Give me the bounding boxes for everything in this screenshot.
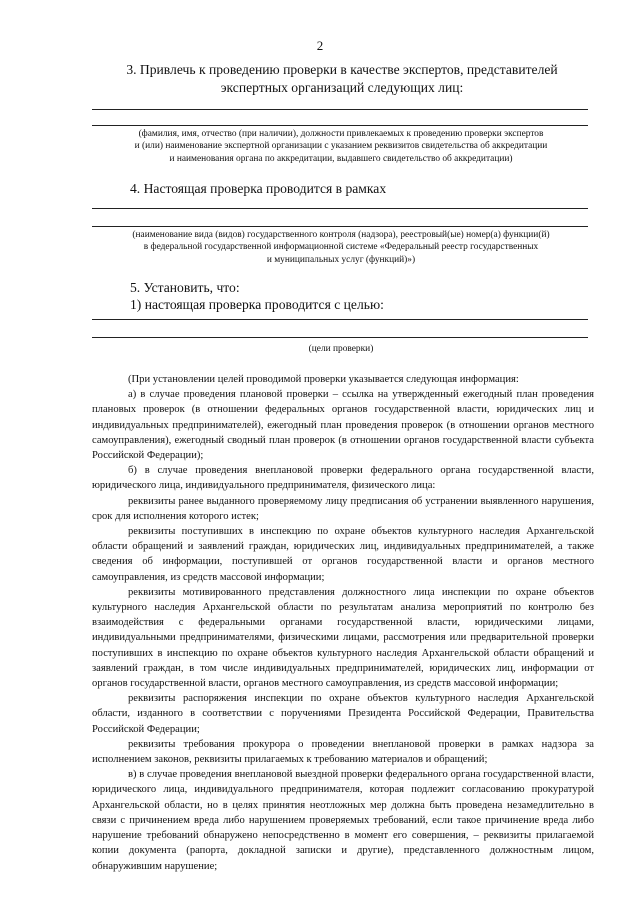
section-3-fill-line-2 (92, 125, 588, 126)
section-3-heading-line1: 3. Привлечь к проведению проверки в качестве экспертов, представителей (126, 62, 558, 77)
page-number: 2 (316, 38, 324, 53)
section-3-fill-line-1 (92, 109, 588, 110)
section-4-caption-line: в федеральной государственной информационной системе «Федеральный реестр государственных (143, 242, 539, 253)
section-5-subheading: 1) настоящая проверка проводится с целью: (130, 297, 384, 312)
purpose-instructions-body (92, 372, 594, 874)
section-3-caption-line: и наименования органа по аккредитации, выдавшего свидетельство об аккредитации) (169, 153, 513, 164)
body-paragraph: а) в случае проведения плановой проверки – ссылка на утвержденный ежегодный план проведения плановых проверок (в отношении федеральных органов государственной власти, юридических лиц и индивидуальных предпринимателей), ежегодный план проведения проверок (в отношении органов местного самоуправления), ежегодный сводный план проверок (в отношении органов государственной власти субъекта Российской Федерации); (92, 389, 594, 462)
section-3-heading-line2: экспертных организаций следующих лиц: (220, 80, 464, 95)
body-paragraph: реквизиты распоряжения инспекции по охране объектов культурного наследия Архангельской области, изданного в соответствии с поручениями Президента Российской Федерации, Правительства Российской Федерации; (92, 693, 594, 735)
body-paragraph: реквизиты ранее выданного проверяемому лицу предписания об устранении выявленного нарушения, срок для исполнения которого истек; (92, 495, 594, 522)
section-4-caption-line: (наименование вида (видов) государственного контроля (надзора), реестровый(ые) номер(а) функции(й) (132, 230, 550, 240)
body-paragraph: реквизиты мотивированного представления должностного лица инспекции по охране объектов культурного наследия Архангельской области по результатам анализа мероприятий по контролю без взаимодействия с федеральными органами государственной власти, юридическими лицами, индивидуальными предпринимателями, физическими лицами, рассмотрения или предварительной проверки поступивших в инспекцию по охране объектов культурного наследия Архангельской области обращений и заявлений граждан, в том числе индивидуальных предпринимателей, юридических лиц, информации от органов государственной власти, органов местного самоуправления, из средств массовой информации; (92, 586, 594, 690)
section-3-caption-line: (фамилия, имя, отчество (при наличии), должности привлекаемых к проведению проверки экспертов (138, 129, 544, 139)
section-4-caption (96, 229, 586, 266)
body-paragraph: в) в случае проведения внеплановой выездной проверки федерального органа государственной власти, юридического лица, индивидуального предпринимателя, которая подлежит согласованию прокуратурой Архангельской области, но в целях принятия неотложных мер должна быть проведена незамедлительно в связи с причинением вреда либо нарушением проверяемых требований, если такое причинение вреда либо нарушение требований обнаружено непосредственно в момент его совершения, – реквизиты прилагаемой копии документа (рапорта, докладной записки и другие), представленного должностным лицом, обнаружившим нарушение; (92, 769, 594, 872)
body-paragraph: б) в случае проведения внеплановой проверки федерального органа государственной власти, юридического лица, индивидуального предпринимателя, физического лица: (92, 465, 594, 492)
section-5-fill-line-1 (92, 319, 588, 320)
section-5-caption: (цели проверки) (308, 344, 374, 354)
section-4-fill-line-2 (92, 226, 588, 227)
section-5-heading: 5. Установить, что: (130, 280, 240, 295)
body-paragraph: реквизиты поступивших в инспекцию по охране объектов культурного наследия Архангельской области обращений и заявлений граждан, юридических лиц, индивидуальных предпринимателей, а также сведения об информации, поступившей от органов государственной власти и органов местного самоуправления, из средств массовой информации; (92, 526, 594, 583)
body-paragraph: (При установлении целей проводимой проверки указывается следующая информация: (128, 374, 519, 385)
body-paragraph: реквизиты требования прокурора о проведении внеплановой проверки в рамках надзора за исполнением законов, реквизиты прилагаемых к требованию материалов и обращений; (92, 738, 594, 766)
section-4-fill-line-1 (92, 208, 588, 209)
section-5-fill-line-2 (92, 337, 588, 338)
section-3-caption (96, 128, 586, 165)
section-3-caption-line: и (или) наименование экспертной организации с указанием реквизитов свидетельства об аккредитации (134, 141, 548, 152)
section-4-caption-line: и муниципальных услуг (функций)») (266, 254, 416, 265)
section-4-heading: 4. Настоящая проверка проводится в рамках (130, 181, 387, 196)
